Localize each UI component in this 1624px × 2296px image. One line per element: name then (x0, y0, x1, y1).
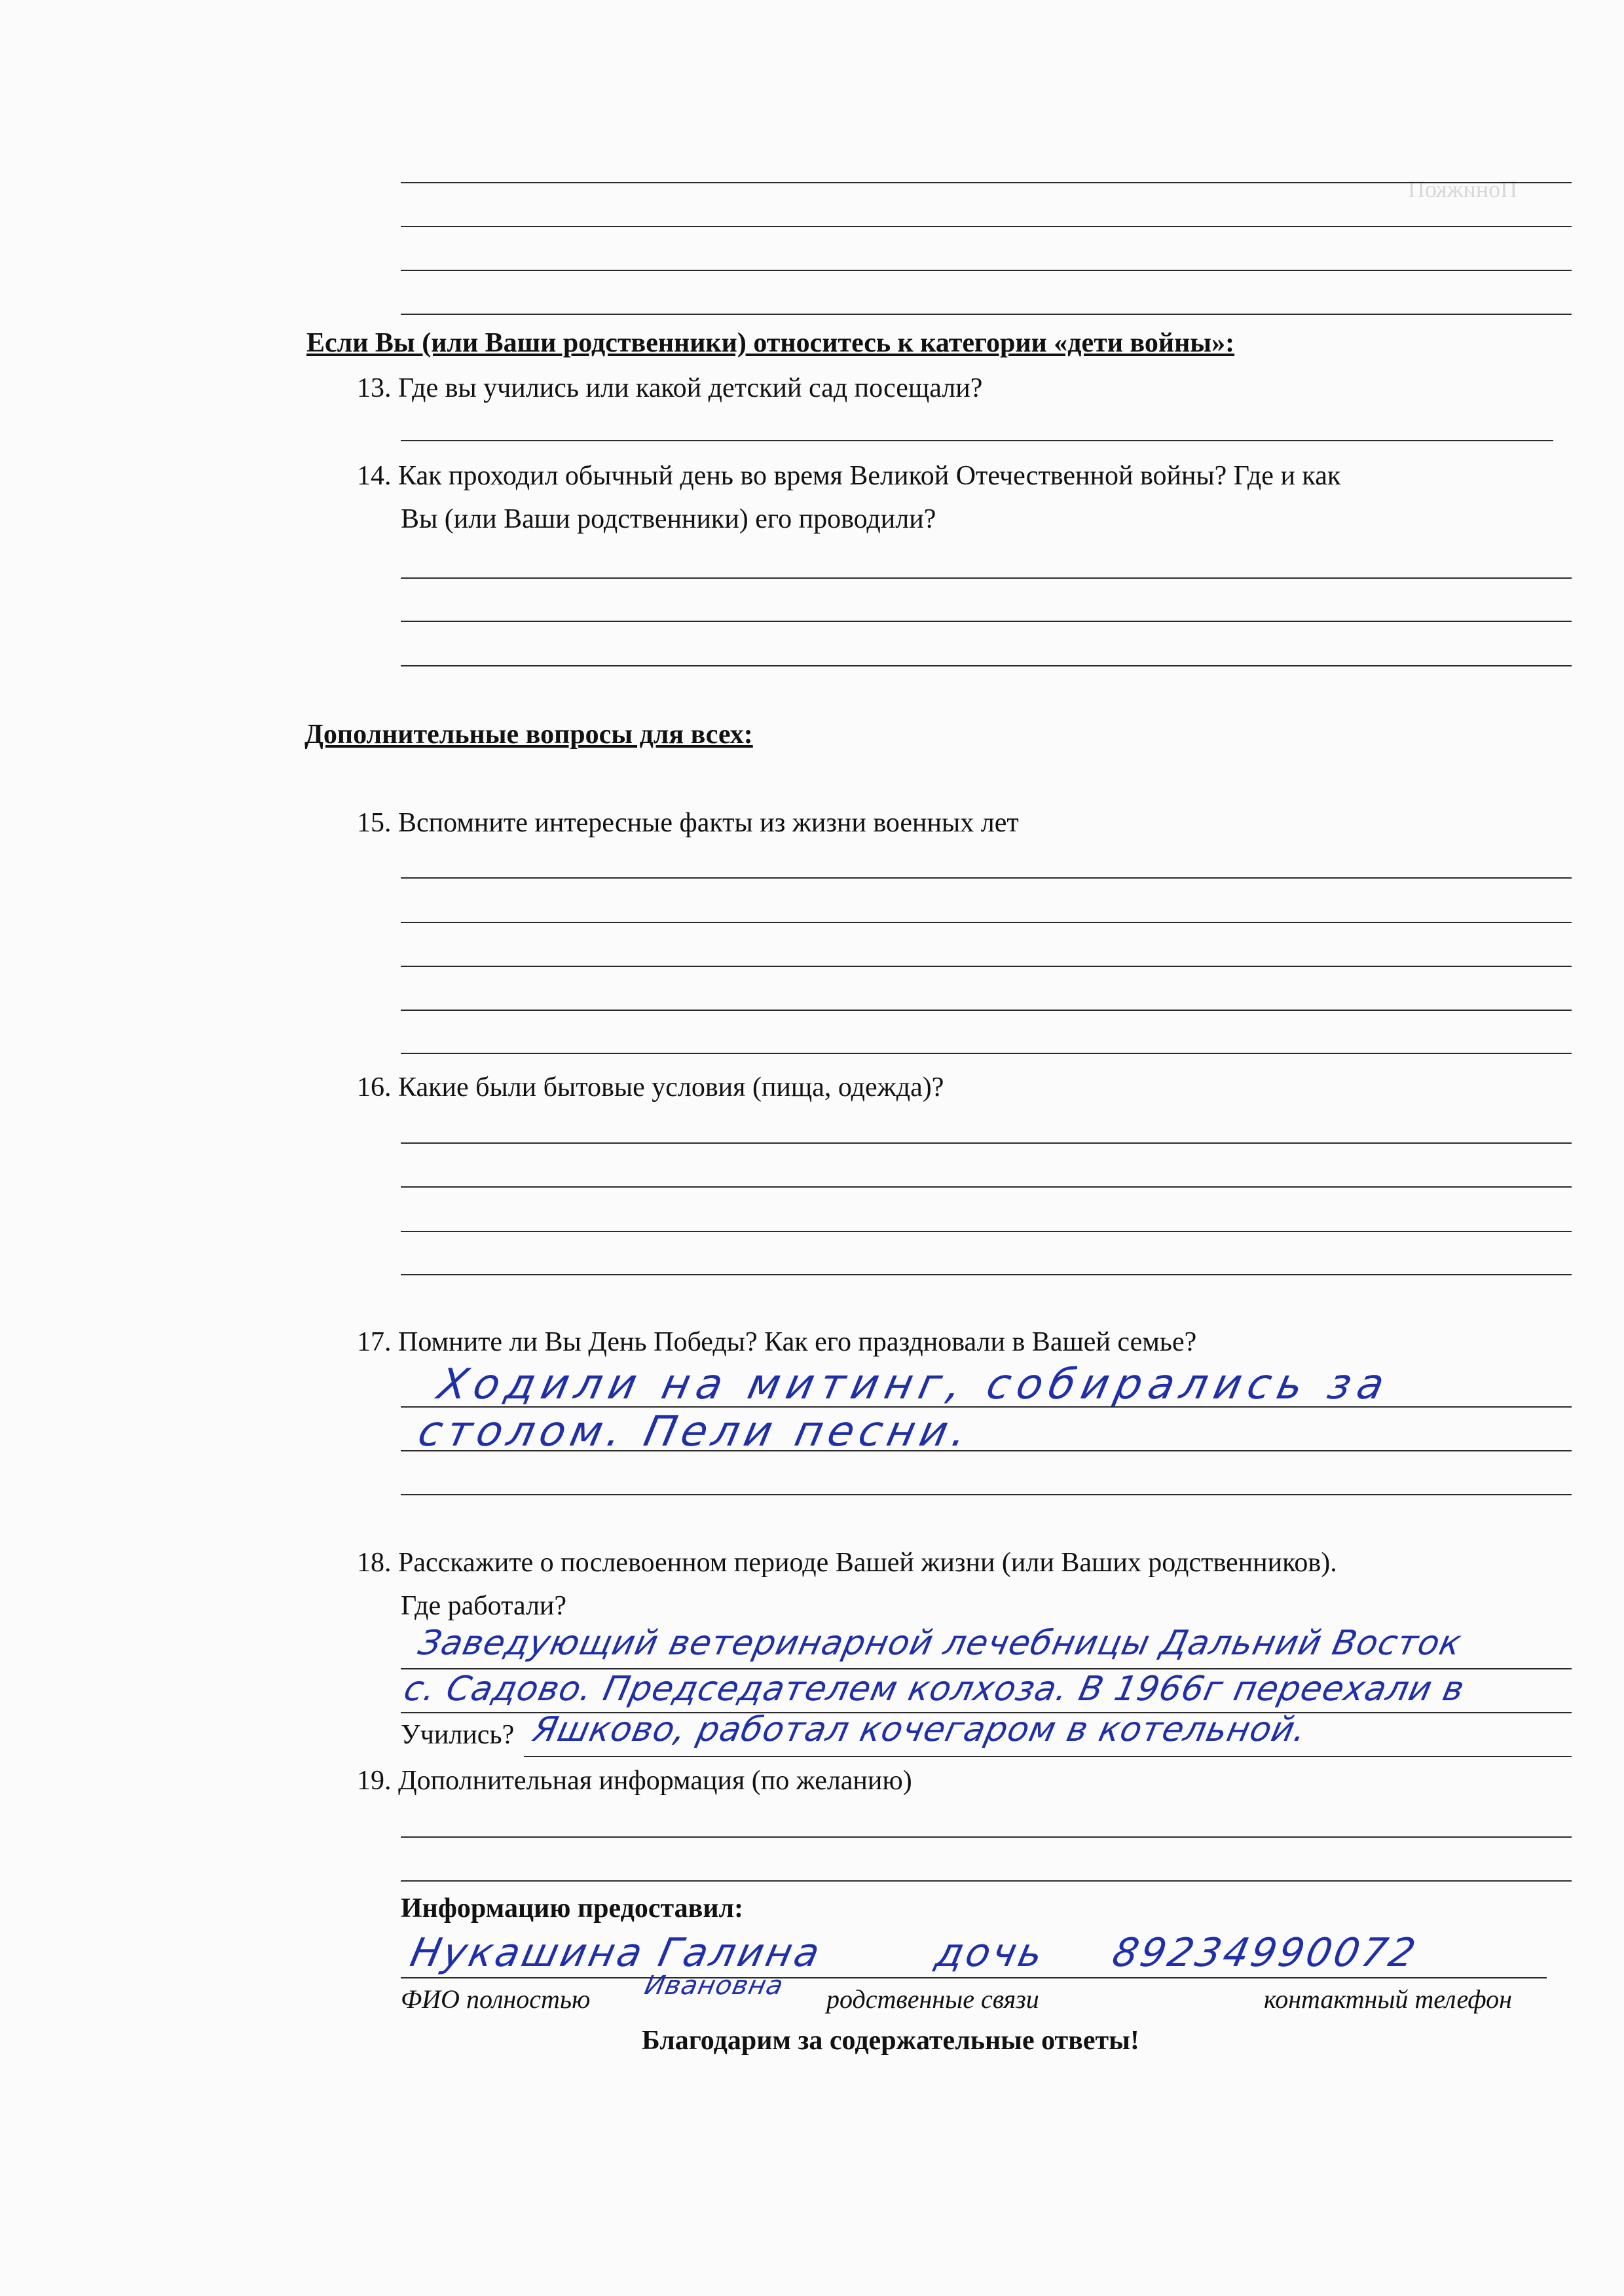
answer-line (401, 226, 1572, 227)
answer-line (401, 270, 1572, 271)
question-14-line-1: 14. Как проходил обычный день во время Великой Отечественной войны? Где и как (357, 461, 1341, 491)
show-through-text: ПонижкоП (1408, 176, 1518, 202)
section-heading-additional: Дополнительные вопросы для всех: (304, 720, 753, 750)
question-17: 17. Помните ли Вы День Победы? Как его праздновали в Вашей семье? (357, 1327, 1197, 1357)
answer-18-handwritten-line-2: с. Садово. Председателем колхоза. В 1966г переехали в (400, 1669, 1469, 1709)
answer-line (401, 1977, 1547, 1978)
answer-line (401, 182, 1572, 183)
question-18-line-2: Где работали? (401, 1591, 567, 1621)
answer-line (401, 1880, 1572, 1882)
caption-relation: родственные связи (826, 1984, 1039, 2014)
answer-17-handwritten-line-2: столом. Пели песни. (414, 1408, 977, 1456)
answer-line (401, 577, 1572, 579)
caption-fio: ФИО полностью (401, 1984, 591, 2014)
question-18-line-1: 18. Расскажите о послевоенном периоде Вашей жизни (или Ваших родственников). (357, 1548, 1337, 1578)
answer-line (401, 1274, 1572, 1275)
informant-relation-handwritten: дочь (931, 1930, 1050, 1976)
answer-line (401, 1494, 1572, 1495)
answer-line (401, 1186, 1572, 1188)
question-19: 19. Дополнительная информация (по желанию) (357, 1766, 912, 1796)
answer-line (401, 314, 1572, 315)
answer-line (401, 1450, 1572, 1451)
informant-name-handwritten: Нукашина Галина (406, 1930, 826, 1976)
answer-line (401, 877, 1572, 879)
question-15: 15. Вспомните интересные факты из жизни военных лет (357, 808, 1019, 838)
question-14-line-2: Вы (или Ваши родственники) его проводили? (401, 504, 936, 534)
informant-phone-handwritten: 89234990072 (1108, 1930, 1422, 1976)
question-16: 16. Какие были бытовые условия (пища, одежда)? (357, 1072, 944, 1102)
caption-phone: контактный телефон (1264, 1984, 1512, 2014)
answer-line (401, 966, 1572, 967)
informant-label: Информацию предоставил: (401, 1893, 744, 1923)
answer-18-handwritten-line-1: Заведующий ветеринарной лечебницы Дальний Восток (415, 1624, 1466, 1663)
answer-line (401, 1231, 1572, 1232)
answer-line (401, 922, 1572, 923)
answer-line (401, 621, 1572, 622)
section-heading-children-of-war: Если Вы (или Ваши родственники) относитесь к категории «дети войны»: (306, 328, 1235, 358)
question-13: 13. Где вы учились или какой детский сад посещали? (357, 373, 983, 403)
answer-line (524, 1756, 1572, 1757)
answer-line (401, 1836, 1572, 1838)
answer-line (401, 665, 1572, 666)
answer-line (401, 1010, 1572, 1011)
answer-line (401, 1053, 1572, 1054)
thanks-footer: Благодарим за содержательные ответы! (642, 2026, 1139, 2056)
question-18-studied: Учились? (401, 1720, 515, 1750)
answer-17-handwritten-line-1: Ходили на митинг, собирались за (434, 1360, 1395, 1409)
informant-patronymic-handwritten: Ивановна (642, 1971, 786, 2001)
answer-line (401, 440, 1553, 441)
answer-18-handwritten-line-3: Яшково, работал кочегаром в котельной. (529, 1710, 1310, 1749)
answer-line (401, 1142, 1572, 1144)
